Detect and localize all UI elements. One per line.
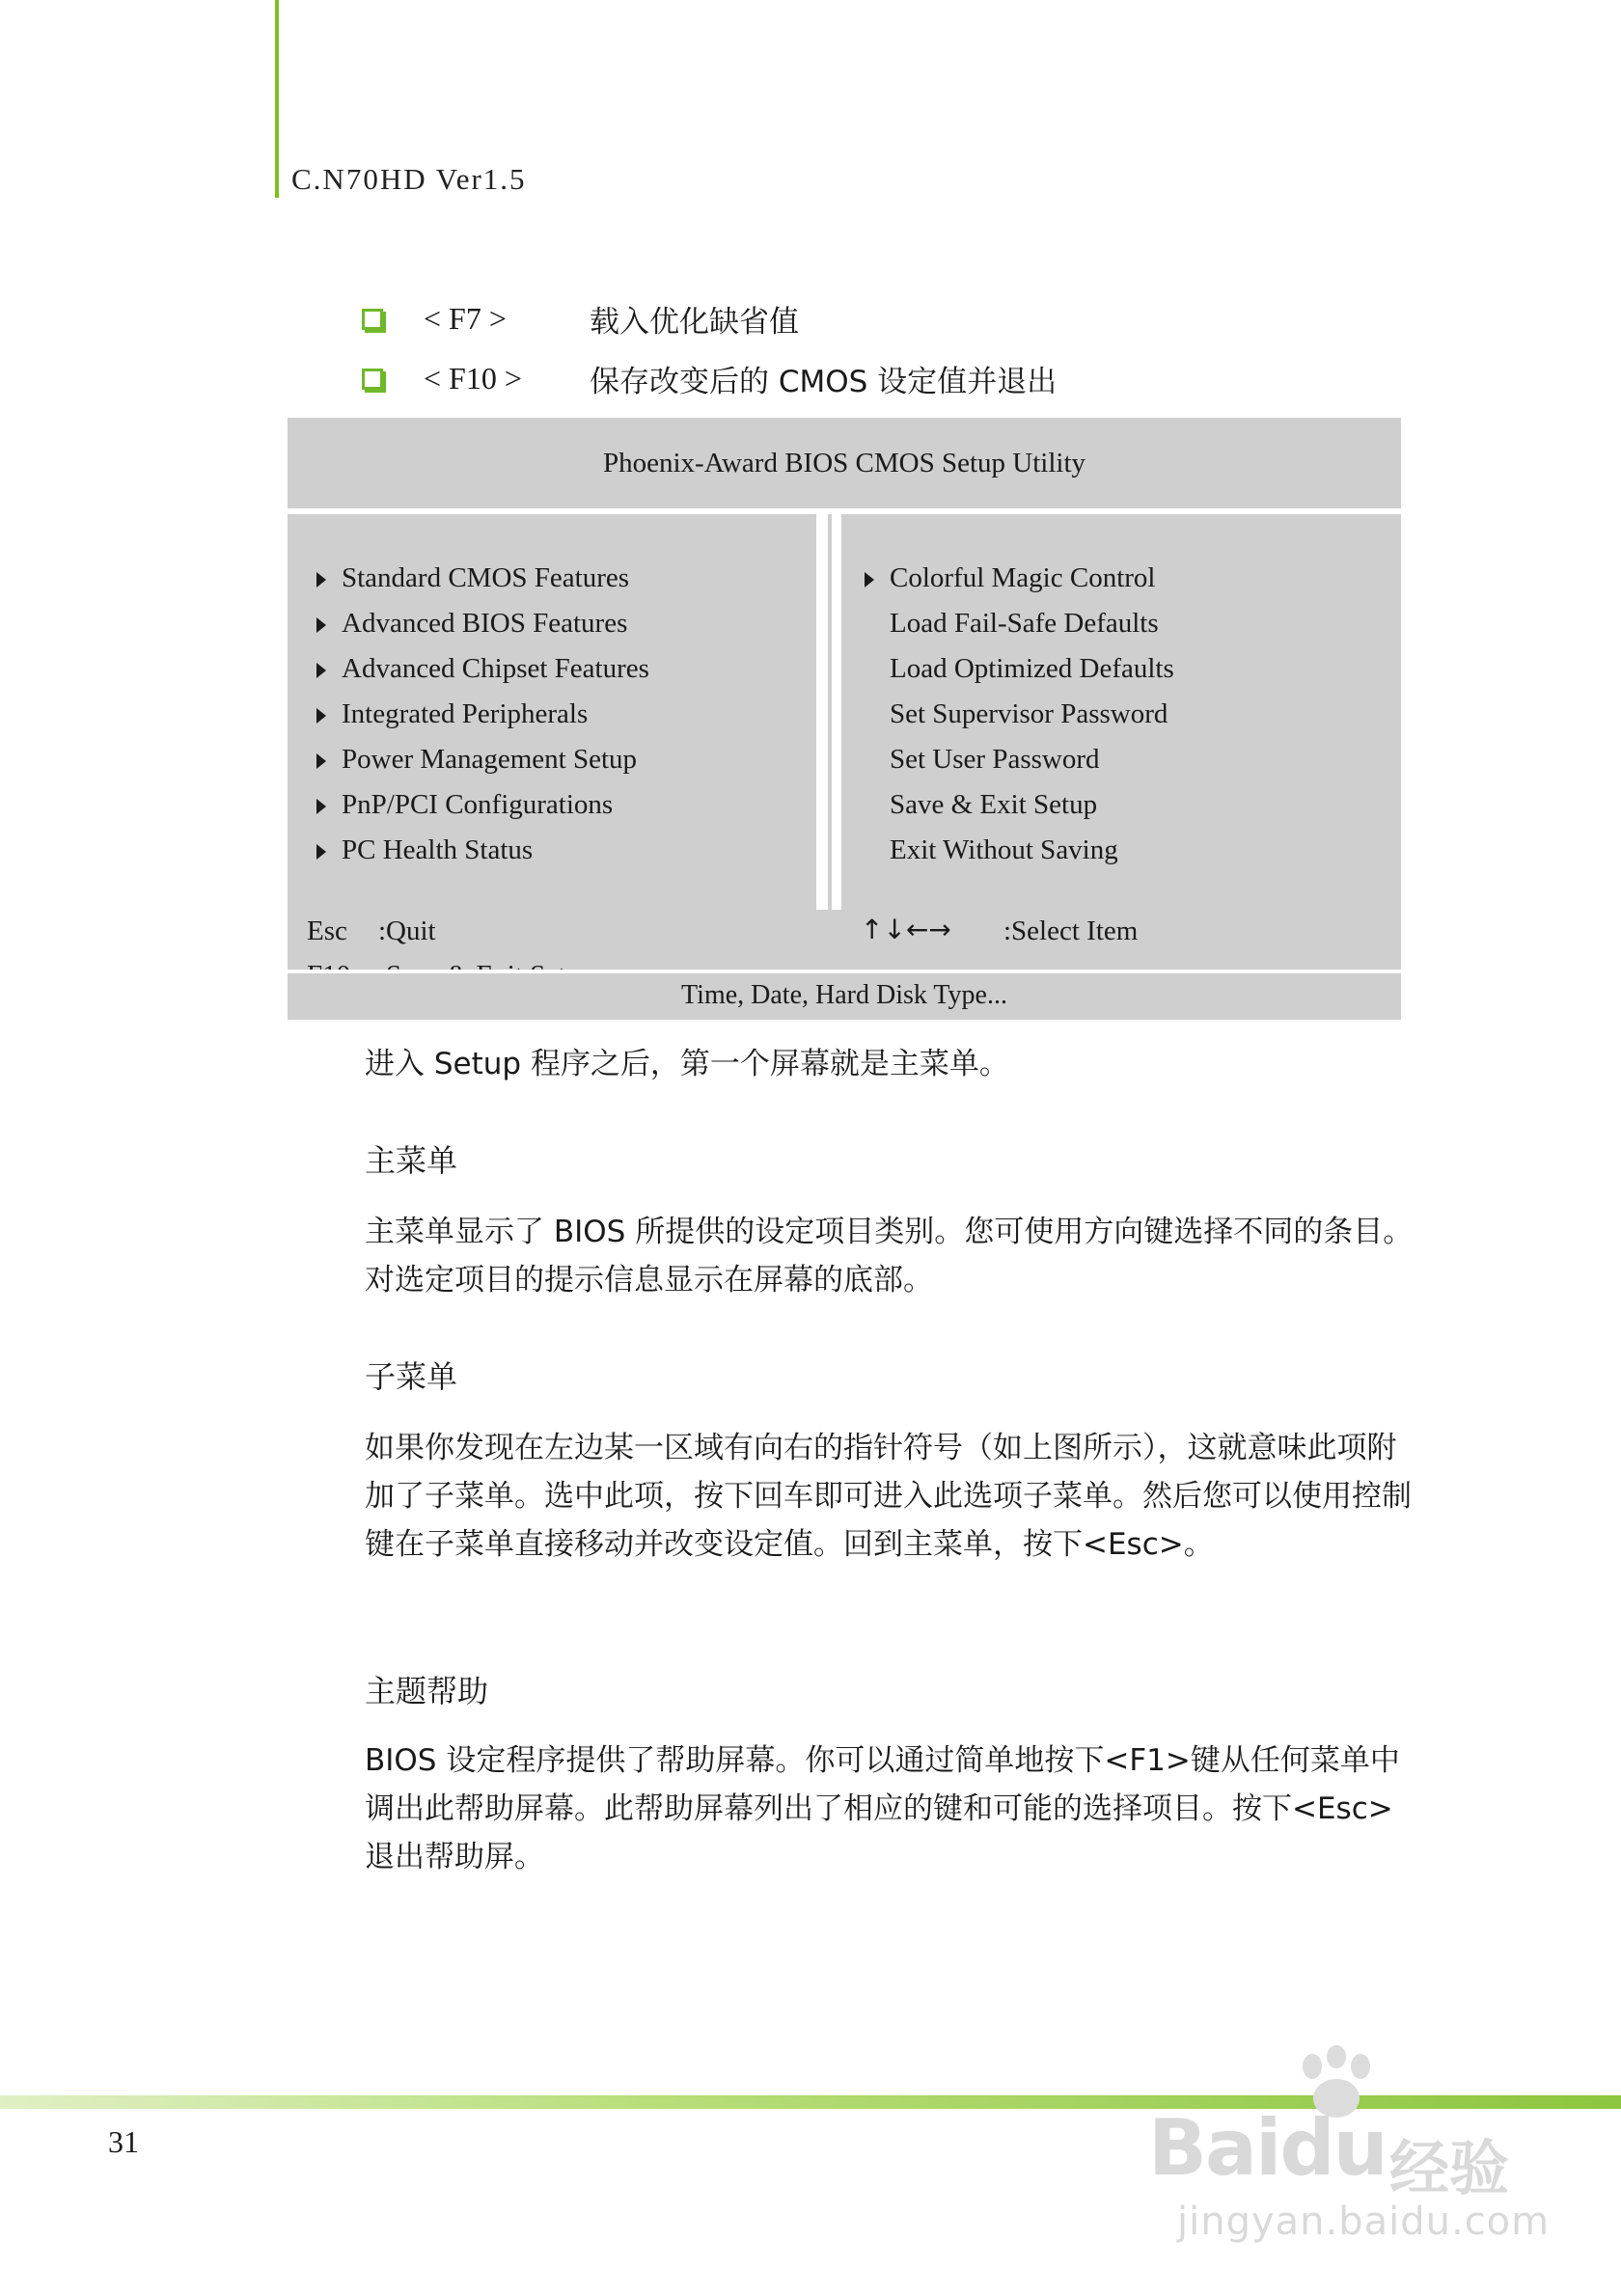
bios-menu-supervisor-password[interactable]: Set Supervisor Password — [890, 698, 1168, 729]
help-esc-desc: :Quit — [378, 916, 436, 946]
section-heading-submenu: 子菜单 — [365, 1358, 458, 1395]
bios-menu-save-exit[interactable]: Save & Exit Setup — [890, 789, 1098, 820]
watermark-url: jingyan.baidu.com — [1177, 2200, 1551, 2244]
key-item-f7 — [362, 297, 799, 341]
submenu-arrow-icon — [316, 708, 326, 724]
bios-right-menu — [841, 514, 1401, 910]
bios-menu-advanced-chipset[interactable]: Advanced Chipset Features — [316, 653, 649, 685]
section-text-submenu: 如果你发现在左边某一区域有向右的指针符号（如上图所示），这就意味此项附加了子菜单。选中此项，按下回车即可进入此选项子菜单。然后您可以使用控制键在子菜单直接移动并改变设定值。回到主菜单，按下<Esc>。 — [365, 1431, 1412, 1562]
key-description: 保存改变后的 CMOS 设定值并退出 — [590, 365, 1058, 399]
header-accent-bar — [275, 0, 279, 198]
section-text-help: BIOS 设定程序提供了帮助屏幕。你可以通过简单地按下<F1>键从任何菜单中调出此帮助屏幕。此帮助屏幕列出了相应的键和可能的选择项目。按下<Esc>退出帮助屏。 — [365, 1743, 1400, 1874]
submenu-arrow-icon — [316, 572, 326, 588]
bios-menu-standard-cmos[interactable]: Standard CMOS Features — [316, 562, 629, 594]
bios-status-bar: Time, Date, Hard Disk Type... — [288, 970, 1401, 1020]
submenu-arrow-icon — [316, 799, 326, 814]
key-label: < F10 > — [424, 361, 522, 396]
submenu-arrow-icon — [865, 572, 874, 588]
watermark-logo-cn: 经验 — [1389, 2133, 1510, 2203]
help-arrows-icon: ↑↓←→ — [861, 914, 951, 945]
bios-menu-pnp-pci[interactable]: PnP/PCI Configurations — [316, 789, 613, 821]
bios-menu-power-management[interactable]: Power Management Setup — [316, 744, 637, 776]
section-text-main-menu: 主菜单显示了 BIOS 所提供的设定项目类别。您可使用方向键选择不同的条目。对选定项目的提示信息显示在屏幕的底部。 — [365, 1215, 1414, 1298]
bios-menu-pc-health[interactable]: PC Health Status — [316, 834, 533, 866]
bios-menu-integrated-peripherals[interactable]: Integrated Peripherals — [316, 698, 588, 730]
bios-left-menu — [288, 514, 816, 910]
bios-screenshot — [288, 418, 1401, 1016]
key-item-f10 — [362, 357, 1057, 400]
help-arrows-desc: :Select Item — [1003, 916, 1139, 946]
page-number: 31 — [108, 2124, 139, 2159]
checkbox-bullet-icon — [362, 369, 383, 390]
bios-menu-advanced-bios[interactable]: Advanced BIOS Features — [316, 608, 627, 640]
help-esc-key: Esc — [307, 916, 347, 946]
watermark-logo-text: Baidu — [1148, 2103, 1387, 2193]
submenu-arrow-icon — [316, 663, 326, 678]
section-heading-help: 主题帮助 — [365, 1673, 489, 1709]
bios-menu-colorful-magic[interactable]: Colorful Magic Control — [865, 562, 1155, 594]
document-id: C.N70HD Ver1.5 — [291, 162, 527, 196]
bios-menu-user-password[interactable]: Set User Password — [890, 744, 1100, 775]
section-heading-main-menu: 主菜单 — [365, 1142, 458, 1179]
bios-menu-load-optimized[interactable]: Load Optimized Defaults — [890, 653, 1174, 684]
submenu-arrow-icon — [316, 844, 326, 860]
key-label: < F7 > — [424, 301, 507, 336]
submenu-arrow-icon — [316, 753, 326, 769]
bios-title: Phoenix-Award BIOS CMOS Setup Utility — [288, 418, 1401, 508]
key-description: 载入优化缺省值 — [590, 305, 799, 340]
checkbox-bullet-icon — [362, 309, 383, 330]
intro-paragraph: 进入 Setup 程序之后，第一个屏幕就是主菜单。 — [365, 1047, 1009, 1081]
bios-menu-load-failsafe[interactable]: Load Fail-Safe Defaults — [890, 608, 1159, 639]
submenu-arrow-icon — [316, 617, 326, 633]
bios-menu-exit-without-saving[interactable]: Exit Without Saving — [890, 834, 1118, 865]
bios-pane-divider — [828, 514, 832, 910]
baidu-watermark — [1148, 2045, 1551, 2244]
